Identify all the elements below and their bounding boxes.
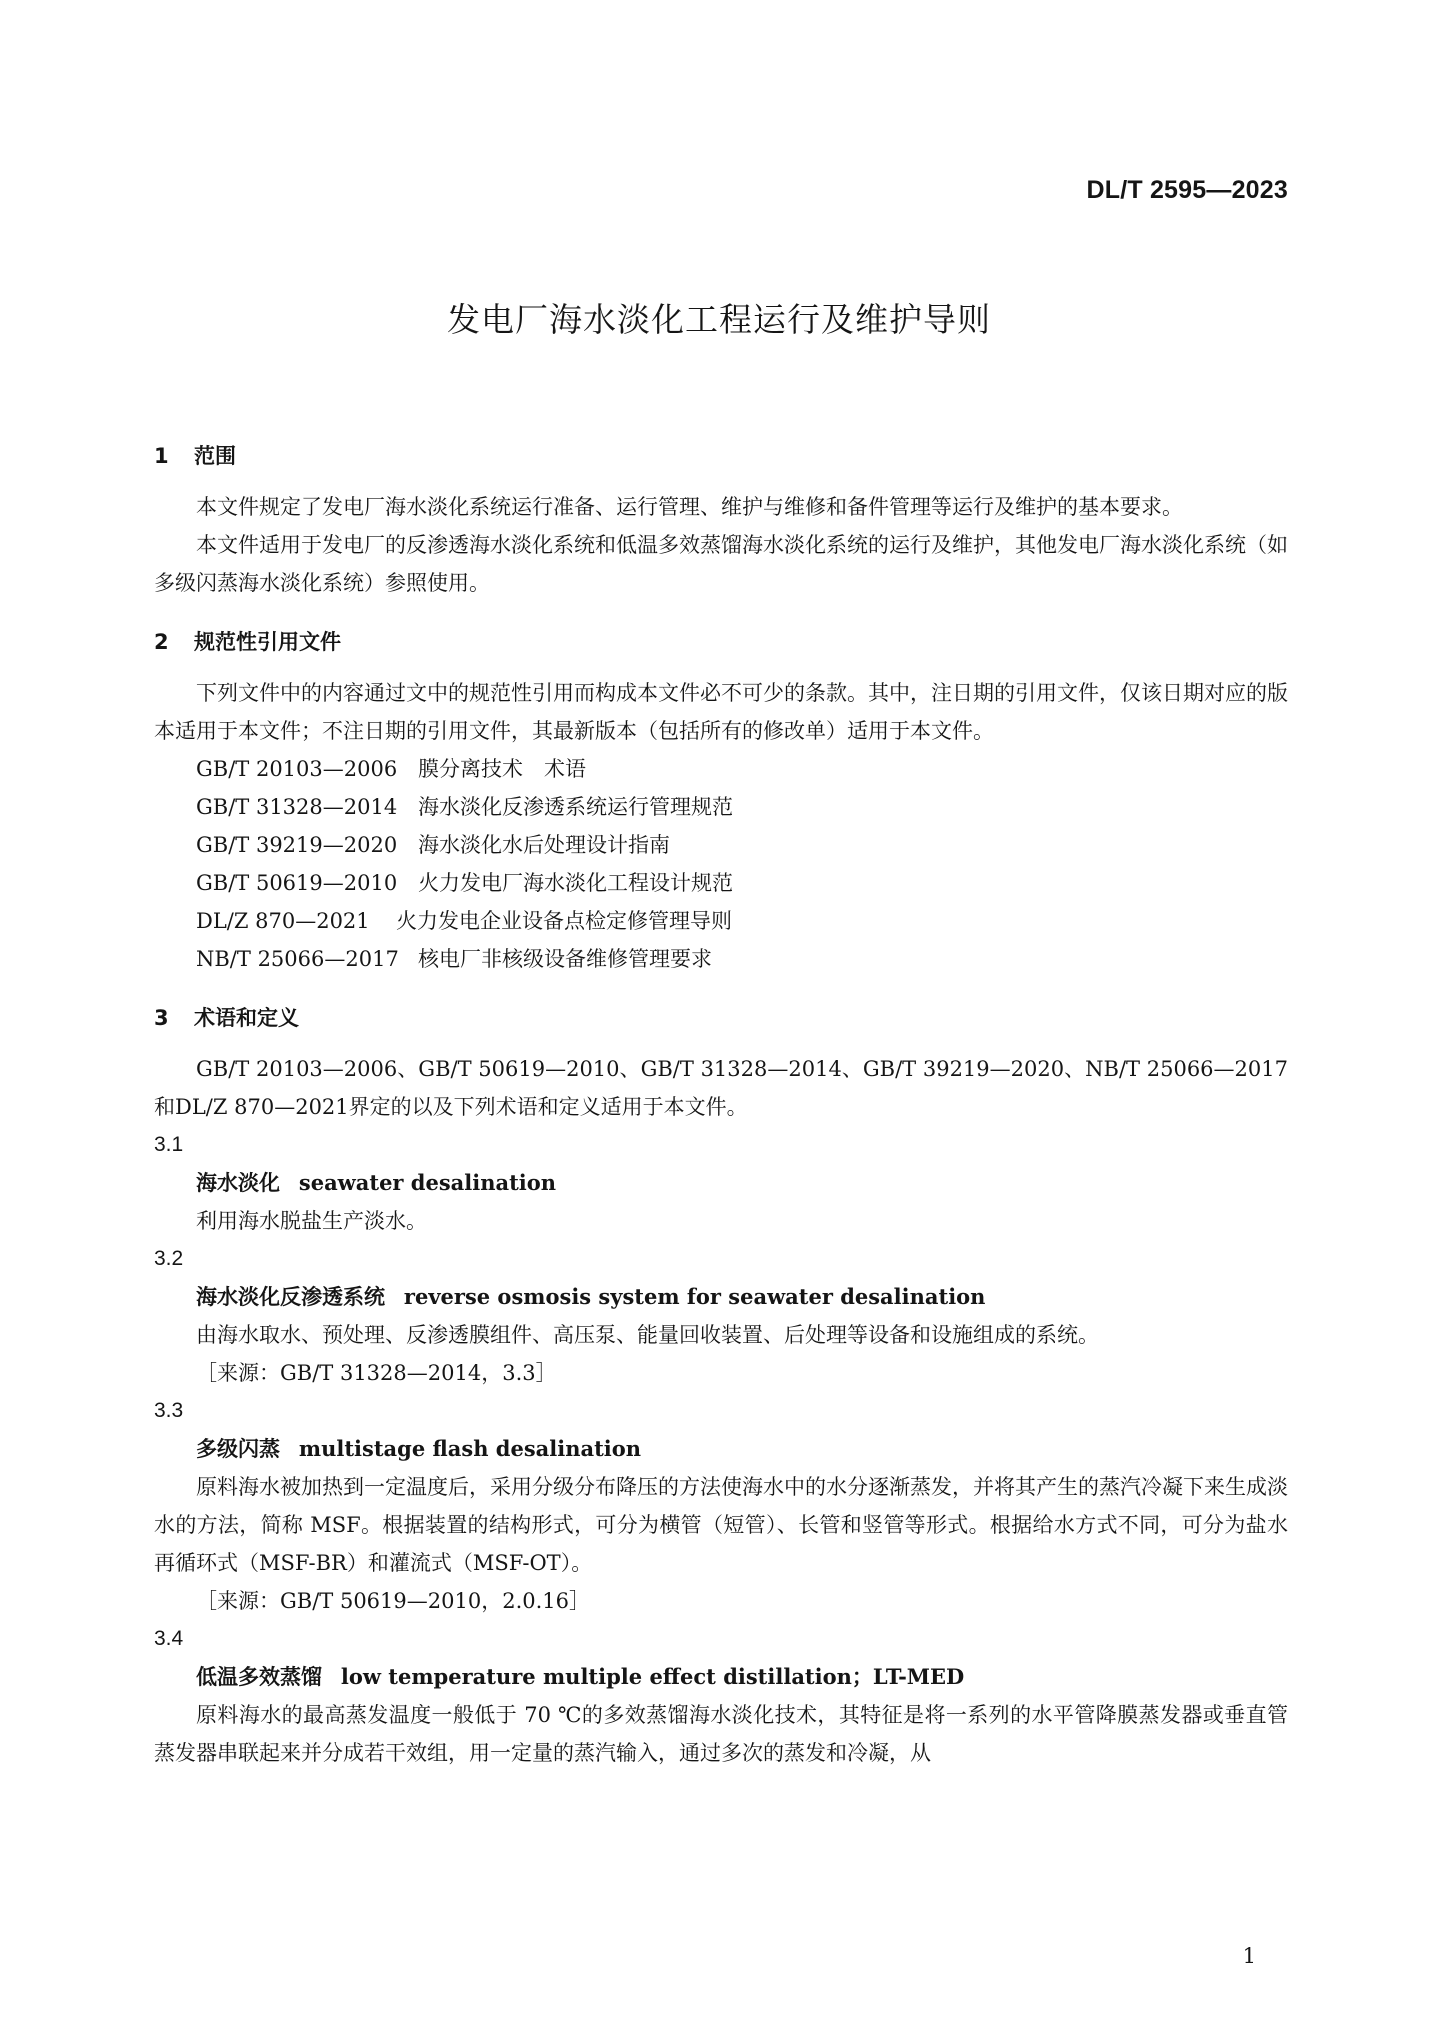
- reference-item: [154, 864, 1288, 902]
- reference-name: 海水淡化反渗透系统运行管理规范: [418, 795, 733, 819]
- section-title: 术语和定义: [194, 1006, 299, 1030]
- reference-code: GB/T 31328—2014: [196, 795, 398, 819]
- term-definition: 利用海水脱盐生产淡水。: [196, 1209, 427, 1233]
- term-title: [154, 1430, 1288, 1468]
- document-body: [154, 436, 1288, 1772]
- reference-item: [154, 750, 1288, 788]
- document-title: 发电厂海水淡化工程运行及维护导则: [447, 300, 991, 339]
- reference-name: 膜分离技术 术语: [418, 757, 586, 781]
- section-number: 1: [154, 444, 169, 468]
- paragraph: 本文件适用于发电厂的反渗透海水淡化系统和低温多效蒸馏海水淡化系统的运行及维护，其他发电厂海水淡化系统（如多级闪蒸海水淡化系统）参照使用。: [154, 533, 1288, 595]
- paragraph: GB/T 20103—2006、GB/T 50619—2010、GB/T 31328—2014、GB/T 39219—2020、NB/T 25066—2017和DL/Z 870—2021界定的以及下列术语和定义适用于本文件。: [154, 1057, 1288, 1119]
- reference-name: 火力发电企业设备点检定修管理导则: [396, 909, 732, 933]
- section-heading-3: [154, 998, 1288, 1038]
- paragraph: 下列文件中的内容通过文中的规范性引用而构成本文件必不可少的条款。其中，注日期的引用文件，仅该日期对应的版本适用于本文件；不注日期的引用文件，其最新版本（包括所有的修改单）适用于本文件。: [154, 681, 1288, 743]
- reference-item: [154, 826, 1288, 864]
- term-zh: 多级闪蒸: [196, 1437, 280, 1461]
- term-source: ［来源：GB/T 31328—2014，3.3］: [196, 1361, 557, 1385]
- term-zh: 海水淡化: [196, 1171, 280, 1195]
- term-definition: 原料海水的最高蒸发温度一般低于 70 ℃的多效蒸馏海水淡化技术，其特征是将一系列的水平管降膜蒸发器或垂直管蒸发器串联起来并分成若干效组，用一定量的蒸汽输入，通过多次的蒸发和冷凝，从: [154, 1703, 1288, 1765]
- term-en: seawater desalination: [298, 1170, 557, 1195]
- term-en: low temperature multiple effect distillation；LT-MED: [340, 1664, 965, 1689]
- page-number: 1: [1242, 1944, 1256, 1968]
- reference-code: DL/Z 870—2021: [196, 909, 370, 933]
- term-title: [154, 1658, 1288, 1696]
- section-heading-1: [154, 436, 1288, 476]
- section-number: 3: [154, 1006, 169, 1030]
- term-number: 3.4: [154, 1627, 184, 1650]
- term-en: multistage flash desalination: [298, 1436, 642, 1461]
- term-definition: 由海水取水、预处理、反渗透膜组件、高压泵、能量回收装置、后处理等设备和设施组成的系统。: [196, 1323, 1099, 1347]
- reference-name: 核电厂非核级设备维修管理要求: [418, 947, 712, 971]
- term-title: [154, 1278, 1288, 1316]
- term-en: reverse osmosis system for seawater desalination: [403, 1284, 986, 1309]
- term-definition: 原料海水被加热到一定温度后，采用分级分布降压的方法使海水中的水分逐渐蒸发，并将其产生的蒸汽冷凝下来生成淡水的方法，简称 MSF。根据装置的结构形式，可分为横管（短管）、长管和竖管等形式。根据给水方式不同，可分为盐水再循环式（MSF-BR）和灌流式（MSF-OT）。: [154, 1475, 1288, 1575]
- standard-code: DL/T 2595—2023: [1086, 176, 1288, 204]
- term-zh: 低温多效蒸馏: [196, 1665, 322, 1689]
- term-source: ［来源：GB/T 50619—2010，2.0.16］: [196, 1589, 591, 1613]
- reference-item: [154, 940, 1288, 978]
- reference-code: NB/T 25066—2017: [196, 947, 399, 971]
- section-number: 2: [154, 630, 169, 654]
- reference-name: 海水淡化水后处理设计指南: [418, 833, 670, 857]
- reference-item: [154, 902, 1288, 940]
- reference-code: GB/T 50619—2010: [196, 871, 398, 895]
- section-title: 范围: [194, 444, 236, 468]
- section-heading-2: [154, 622, 1288, 662]
- reference-name: 火力发电厂海水淡化工程设计规范: [418, 871, 733, 895]
- paragraph: 本文件规定了发电厂海水淡化系统运行准备、运行管理、维护与维修和备件管理等运行及维护的基本要求。: [196, 495, 1183, 519]
- section-title: 规范性引用文件: [194, 630, 341, 654]
- reference-item: [154, 788, 1288, 826]
- term-number: 3.2: [154, 1247, 184, 1270]
- term-zh: 海水淡化反渗透系统: [196, 1285, 385, 1309]
- term-number: 3.1: [154, 1133, 184, 1156]
- term-number: 3.3: [154, 1399, 184, 1422]
- reference-code: GB/T 39219—2020: [196, 833, 398, 857]
- term-title: [154, 1164, 1288, 1202]
- reference-code: GB/T 20103—2006: [196, 757, 398, 781]
